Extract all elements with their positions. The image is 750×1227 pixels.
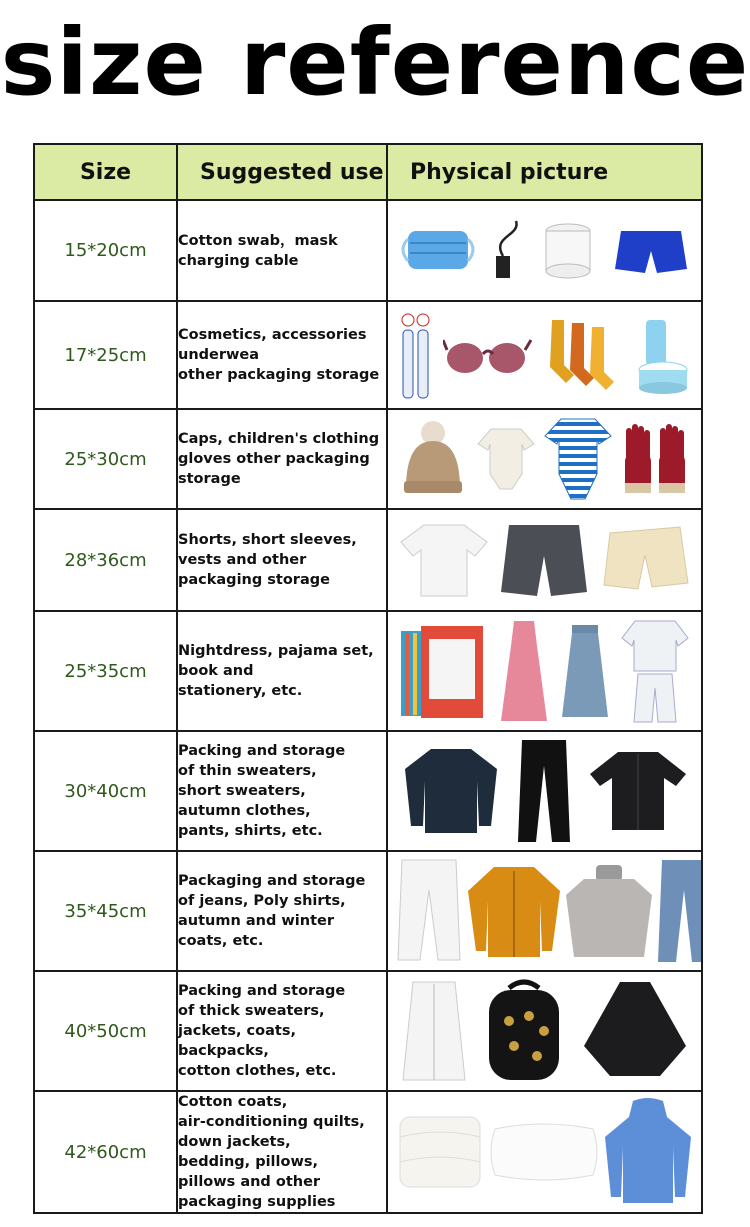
suggested-use-cell xyxy=(177,301,387,409)
suggested-use-cell xyxy=(177,409,387,509)
suggested-use-cell xyxy=(177,509,387,611)
suggested-use-text: Cotton coats, air-conditioning quilts, down jackets, bedding, pillows, pillows and other packaging supplies xyxy=(178,1094,365,1210)
size-cell: 25*30cm xyxy=(34,409,177,509)
suggested-use-cell xyxy=(177,971,387,1091)
cream-shorts-icon xyxy=(600,525,690,595)
suggested-use-text: Packing and storage of thick sweaters, jackets, coats, backpacks, cotton clothes, etc. xyxy=(178,983,346,1079)
black-cape-icon xyxy=(580,976,690,1086)
socks-icon xyxy=(542,315,622,395)
suggested-use-text: Packing and storage of thin sweaters, short sweaters, autumn clothes, pants, shirts, etc. xyxy=(178,743,346,839)
header-physical-picture xyxy=(387,144,702,200)
cotton-swab-box-icon xyxy=(533,216,603,286)
suggested-use-text: Nightdress, pajama set, book and stationery, etc. xyxy=(178,643,374,699)
table-row xyxy=(34,611,702,731)
blue-shorts-icon xyxy=(611,221,691,281)
turtleneck-icon xyxy=(564,861,654,961)
sweater-icon xyxy=(401,741,501,841)
size-cell: 28*36cm xyxy=(34,509,177,611)
suggested-use-text: Cotton swab，mask charging cable xyxy=(178,232,338,269)
white-tshirt-icon xyxy=(399,520,489,600)
pillow-icon xyxy=(489,1117,599,1187)
cosmetic-jar-icon xyxy=(631,315,691,395)
black-shirt-icon xyxy=(588,746,688,836)
size-cell: 42*60cm xyxy=(34,1091,177,1213)
physical-picture-cell xyxy=(387,409,702,509)
page-title: size reference xyxy=(0,9,750,116)
picture-items xyxy=(388,732,701,850)
picture-items xyxy=(388,306,701,404)
table-row xyxy=(34,301,702,409)
table-header-row xyxy=(34,144,702,200)
picture-items xyxy=(388,1093,701,1211)
table-row xyxy=(34,1091,702,1213)
suggested-use-cell xyxy=(177,200,387,301)
white-jacket-icon xyxy=(399,976,469,1086)
header-suggested-use xyxy=(177,144,387,200)
suggested-use-text: Cosmetics, accessories underwea other packaging storage xyxy=(178,327,380,383)
book-set-icon xyxy=(399,621,489,721)
picture-items xyxy=(388,612,701,730)
suggested-use-cell xyxy=(177,851,387,971)
suggested-use-text: Shorts, short sleeves, vests and other packaging storage xyxy=(178,532,357,588)
charging-cable-icon xyxy=(486,216,526,286)
suggested-use-text: Caps, children's clothing gloves other packaging storage xyxy=(178,431,380,487)
physical-picture-cell xyxy=(387,301,702,409)
size-cell: 25*35cm xyxy=(34,611,177,731)
suggested-use-cell xyxy=(177,1091,387,1213)
yellow-cardigan-icon xyxy=(464,861,564,961)
grey-shorts-icon xyxy=(499,520,589,600)
picture-items xyxy=(388,516,701,604)
pajama-set-icon xyxy=(620,616,690,726)
table-row xyxy=(34,731,702,851)
size-cell: 15*20cm xyxy=(34,200,177,301)
knit-cap-icon xyxy=(398,419,468,499)
physical-picture-cell xyxy=(387,611,702,731)
table-row xyxy=(34,971,702,1091)
size-cell: 40*50cm xyxy=(34,971,177,1091)
suggested-use-cell xyxy=(177,611,387,731)
picture-items xyxy=(388,972,701,1090)
header-size: Size xyxy=(34,144,177,200)
size-cell: 35*45cm xyxy=(34,851,177,971)
header-picture-label: Physical picture xyxy=(410,159,609,185)
size-reference-table xyxy=(33,143,703,1214)
pink-dress-icon xyxy=(499,616,549,726)
physical-picture-cell xyxy=(387,1091,702,1213)
jeans-icon xyxy=(654,856,702,966)
size-cell: 30*40cm xyxy=(34,731,177,851)
header-use-label: Suggested use xyxy=(200,159,384,185)
striped-onesie-icon xyxy=(543,414,613,504)
picture-items xyxy=(388,212,701,290)
suggested-use-cell xyxy=(177,731,387,851)
white-pants-icon xyxy=(394,856,464,966)
table-row xyxy=(34,409,702,509)
plaid-gloves-icon xyxy=(621,419,691,499)
sunglasses-icon xyxy=(443,330,533,380)
baby-bodysuit-icon xyxy=(476,424,536,494)
backpack-icon xyxy=(479,976,569,1086)
physical-picture-cell xyxy=(387,731,702,851)
picture-items xyxy=(388,852,701,970)
skirt-icon xyxy=(560,621,610,721)
picture-items xyxy=(388,410,701,508)
black-pants-icon xyxy=(514,736,574,846)
blue-raincoat-icon xyxy=(603,1097,693,1207)
face-mask-icon xyxy=(398,221,478,281)
physical-picture-cell xyxy=(387,509,702,611)
table-row xyxy=(34,509,702,611)
table-row xyxy=(34,200,702,301)
table-row xyxy=(34,851,702,971)
quilt-icon xyxy=(396,1107,486,1197)
physical-picture-cell xyxy=(387,851,702,971)
electric-toothbrush-icon xyxy=(398,310,434,400)
suggested-use-text: Packaging and storage of jeans, Poly shirts, autumn and winter coats, etc. xyxy=(178,873,366,949)
size-cell: 17*25cm xyxy=(34,301,177,409)
physical-picture-cell xyxy=(387,200,702,301)
physical-picture-cell xyxy=(387,971,702,1091)
